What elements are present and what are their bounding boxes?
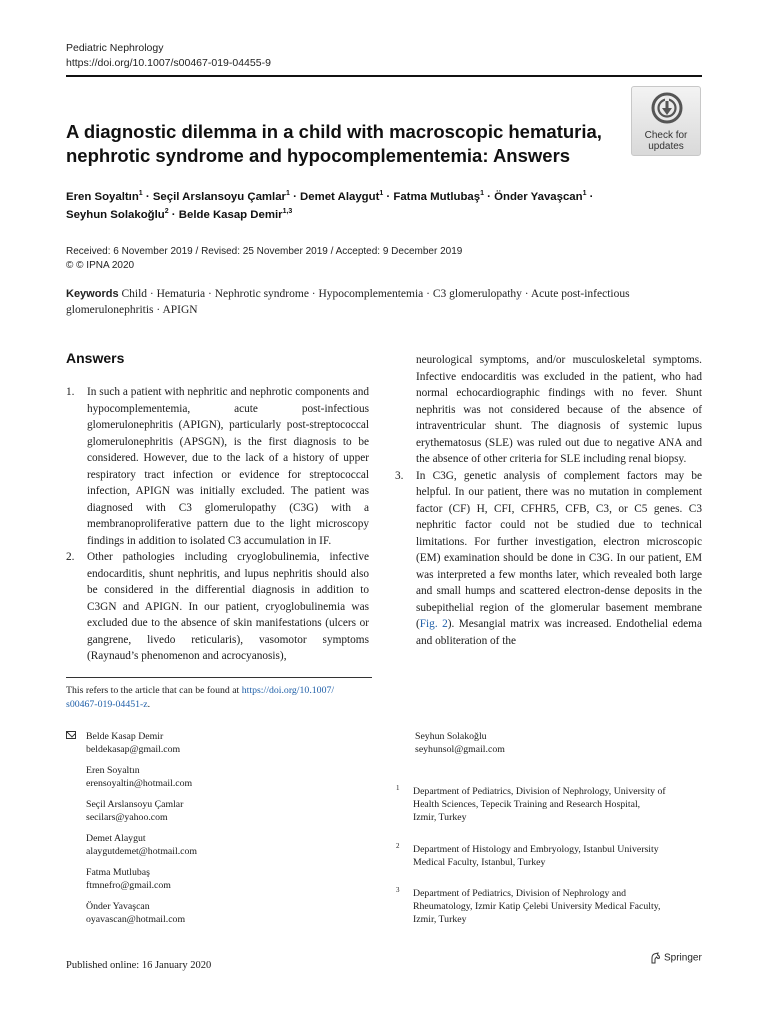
author-name[interactable]: Önder Yavaşcan xyxy=(494,191,583,203)
author-affiliation: 1 xyxy=(379,190,384,197)
contact-entry xyxy=(415,731,505,756)
related-article-link[interactable]: https://doi.org/10.1007/ xyxy=(241,685,335,696)
body-column-left xyxy=(66,384,369,665)
affiliation xyxy=(413,843,713,869)
copyright-text: © IPNA 2020 xyxy=(76,260,135,271)
footnote-end: . xyxy=(147,699,151,710)
author-name[interactable]: Eren Soyaltın xyxy=(66,191,139,203)
contact-entry xyxy=(86,765,192,790)
contact-name: Eren Soyaltın xyxy=(86,765,140,776)
contact-name: Demet Alaygut xyxy=(86,833,146,844)
answer-item xyxy=(66,549,369,665)
author-name[interactable]: Demet Alaygut xyxy=(300,191,380,203)
contact-name: Belde Kasap Demir xyxy=(86,731,164,742)
author-name[interactable]: Belde Kasap Demir xyxy=(178,209,283,221)
journal-name: Pediatric Nephrology xyxy=(66,42,164,54)
body-column-right xyxy=(395,352,702,649)
article-doi[interactable]: https://doi.org/10.1007/s00467-019-04455-9 xyxy=(66,57,271,69)
related-article-footnote xyxy=(66,684,376,712)
keywords-label: Keywords xyxy=(66,288,119,300)
author-list: Eren Soyaltın$^1$ · Seçil Arslansoyu Çamlar$^1$ · Demet Alaygut$^1$ · Fatma Mutlubaş$^1$ · Önder Yavaşcan$^1$ · Seyhun Solakoğlu$^2$ · Belde Kasap Demir$^{1,3}$ xyxy=(66,190,594,221)
contact-email[interactable]: secilars@yahoo.com xyxy=(86,811,168,823)
contact-email[interactable]: oyavascan@hotmail.com xyxy=(86,913,186,925)
answer-text-continued: neurological symptoms, and/or musculoskeletal symptoms. Infective endocarditis was excluded in the patient, who had normal echocardiographic findings with no fever. Shunt nephritis was not considered because of the absence of intraventricular shunt. The diagnosis of systemic lupus erythematosus (SLE) was ruled out due to negative ANA and the absence of other criteria for SLE including renal biopsy. xyxy=(416,354,702,465)
answer-text: In C3G, genetic analysis of complement factors may be helpful. In our patient, there was no mutation in complement factor (CF) H, CFI, CFHR5, CFB, C3, or C5 genes. C3 nephritic factor could not be studied due to technical limitations. For further investigation, electron microscopic (EM) examination should be done in C3G. In our patient, EM was interpreted a few months later, which revealed both large and small humps and scattered electron-dense deposits in the subepithelial region of the glomerular basement membrane ( xyxy=(416,469,702,630)
badge-text-line2: updates xyxy=(648,141,684,152)
answer-text: ). Mesangial matrix was increased. Endothelial edema and obliteration of the xyxy=(416,618,702,647)
envelope-icon xyxy=(66,731,76,739)
author-affiliation: 1 xyxy=(138,190,143,197)
author-name[interactable]: Fatma Mutlubaş xyxy=(393,191,481,203)
contact-name: Seyhun Solakoğlu xyxy=(415,731,487,742)
answer-item xyxy=(395,468,702,650)
contact-name: Fatma Mutlubaş xyxy=(86,867,150,878)
author-affiliation: 1 xyxy=(480,190,485,197)
affiliation-line: Rheumatology, Izmir Katip Çelebi University Medical Faculty, xyxy=(413,901,661,912)
answer-text: Other pathologies including cryoglobulinemia, infective endocarditis, shunt nephritis, and lupus nephritis should also be considered in the differential diagnosis in addition to C3GN and APIGN. In our patient, cryoglobulinemia was excluded due to the absence of skin manifestations (ulcers or gangrene, livedo reticularis), vasomotor symptoms (Raynaud’s phenomenon and acrocyanosis), xyxy=(87,551,369,662)
contact-name: Seçil Arslansoyu Çamlar xyxy=(86,799,184,810)
section-heading-answers: Answers xyxy=(66,350,125,366)
affiliation-number: 3 xyxy=(396,886,400,894)
publisher-logo xyxy=(650,952,702,964)
contact-email[interactable]: erensoyaltin@hotmail.com xyxy=(86,777,193,789)
keywords-block xyxy=(66,286,706,318)
affiliation xyxy=(413,887,713,926)
author-name[interactable]: Seyhun Solakoğlu xyxy=(66,209,165,221)
check-for-updates-icon xyxy=(651,92,683,124)
publisher-name: Springer xyxy=(664,952,702,964)
answer-number: 3. xyxy=(395,469,404,482)
affiliation-line: Department of Pediatrics, Division of Nephrology, University of xyxy=(413,786,666,797)
author-affiliation: 2 xyxy=(164,208,169,215)
contact-entry xyxy=(86,867,171,892)
copyright-icon: © xyxy=(66,260,77,271)
contact-email[interactable]: alaygutdemet@hotmail.com xyxy=(86,845,198,857)
contact-entry xyxy=(86,833,197,858)
published-online: Published online: 16 January 2020 xyxy=(66,960,212,971)
contact-entry xyxy=(86,799,183,824)
contact-entry xyxy=(86,901,185,926)
journal-header xyxy=(66,41,271,71)
affiliation-number: 1 xyxy=(396,784,400,792)
footnote-text: This refers to the article that can be found at xyxy=(66,685,242,696)
contact-entry xyxy=(86,731,180,756)
answer-number: 2. xyxy=(66,551,75,563)
author-affiliation: 1 xyxy=(286,190,290,197)
affiliation-line: Health Sciences, Tepecik Training and Research Hospital, xyxy=(413,799,641,810)
answer-text: In such a patient with nephritic and nephrotic components and hypocomplementemia, acute post-infectious glomerulonephritis (APIGN), particularly post-streptococcal glomerulonephritis (APSGN), is the first diagnosis to be considered. However, due to the lack of a history of upper respiratory tract infection or evidence for streptococcal infection, APIGN was initially excluded. The patient was diagnosed with C3 glomerulopathy (C3G) with a membranoproliferative pattern due to the light microscopy findings in addition to isolated C3 accumulation in IF. xyxy=(87,386,369,547)
contact-email[interactable]: beldekasap@gmail.com xyxy=(86,743,181,755)
history-dates: Received: 6 November 2019 / Revised: 25 November 2019 / Accepted: 9 December 2019 xyxy=(66,246,463,257)
answer-number: 1. xyxy=(66,386,75,398)
affiliation-line: Department of Histology and Embryology, Istanbul University xyxy=(413,844,659,855)
affiliation-line: Medical Faculty, Istanbul, Turkey xyxy=(413,857,546,868)
article-dates xyxy=(66,245,462,273)
header-rule xyxy=(66,75,702,77)
author-affiliation: 1 xyxy=(582,190,587,197)
badge-text-line1: Check for xyxy=(644,130,688,141)
author-name[interactable]: Seçil Arslansoyu Çamlar xyxy=(152,191,286,203)
affiliation-line: Izmir, Turkey xyxy=(413,812,467,823)
keywords-text: Child · Hematuria · Nephrotic syndrome · Hypocomplementemia · C3 glomerulopathy · Acute post-infectious glomerulonephritis · APIGN xyxy=(66,288,630,316)
article-title: A diagnostic dilemma in a child with macroscopic hematuria, nephrotic syndrome and hypocomplementemia: Answers xyxy=(66,121,602,166)
footnote-rule xyxy=(66,677,372,678)
related-article-link[interactable]: s00467-019-04451-z xyxy=(66,699,148,710)
check-for-updates-badge[interactable] xyxy=(631,86,701,156)
figure-link[interactable]: Fig. 2 xyxy=(419,618,448,630)
affiliation-line: Izmir, Turkey xyxy=(413,914,467,925)
copyright-line xyxy=(66,259,462,273)
answer-item xyxy=(66,384,369,549)
affiliation-number: 2 xyxy=(396,842,400,850)
springer-horse-icon xyxy=(650,952,661,964)
contact-name: Önder Yavaşcan xyxy=(86,901,150,912)
affiliation xyxy=(413,785,713,824)
contact-email[interactable]: seyhunsol@gmail.com xyxy=(415,743,505,755)
author-affiliation: 1,3 xyxy=(282,208,293,215)
affiliation-line: Department of Pediatrics, Division of Nephrology and xyxy=(413,888,627,899)
contact-email[interactable]: ftmnefro@gmail.com xyxy=(86,879,171,891)
